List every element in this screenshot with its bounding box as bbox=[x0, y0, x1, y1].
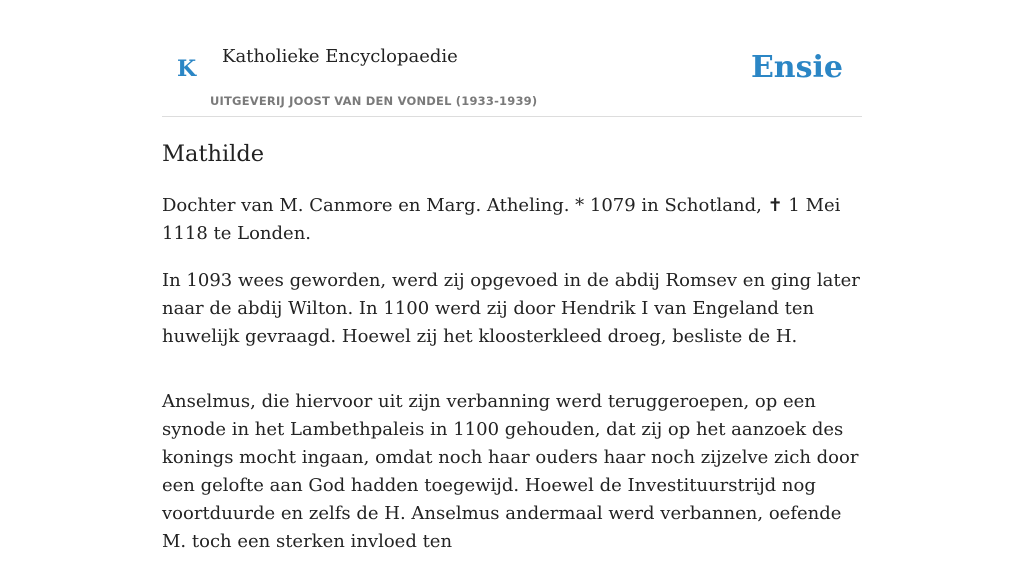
encyclopedia-logo[interactable]: K bbox=[177, 56, 197, 82]
ensie-logo[interactable]: Ensie bbox=[750, 50, 843, 85]
site-header bbox=[162, 0, 862, 117]
publisher-label: UITGEVERIJ JOOST VAN DEN VONDEL (1933-1939) bbox=[210, 94, 538, 108]
article-paragraph: In 1093 wees geworden, werd zij opgevoed in de abdij Romsev en ging later naar de abdij Wilton. In 1100 werd zij door Hendrik I van Engeland ten huwelijk gevraagd. Hoewel zij het kloosterkleed droeg, besliste de H. bbox=[162, 270, 860, 347]
article-title: Mathilde bbox=[162, 141, 265, 167]
article bbox=[162, 138, 862, 575]
article-paragraph: Dochter van M. Canmore en Marg. Atheling. * 1079 in Schotland, ✝ 1 Mei 1118 te Londen. bbox=[162, 195, 841, 244]
article-paragraph: Anselmus, die hiervoor uit zijn verbanning werd teruggeroepen, op een synode in het Lambethpaleis in 1100 gehouden, dat zij op het aanzoek des konings mocht ingaan, omdat noch haar ouders haar noch zijzelve zich door een gelofte aan God hadden toegewijd. Hoewel de Investituurstrijd nog voortduurde en zelfs de H. Anselmus andermaal werd verbannen, oefende M. toch een sterken invloed ten bbox=[162, 391, 859, 552]
encyclopedia-title[interactable]: Katholieke Encyclopaedie bbox=[222, 46, 458, 67]
